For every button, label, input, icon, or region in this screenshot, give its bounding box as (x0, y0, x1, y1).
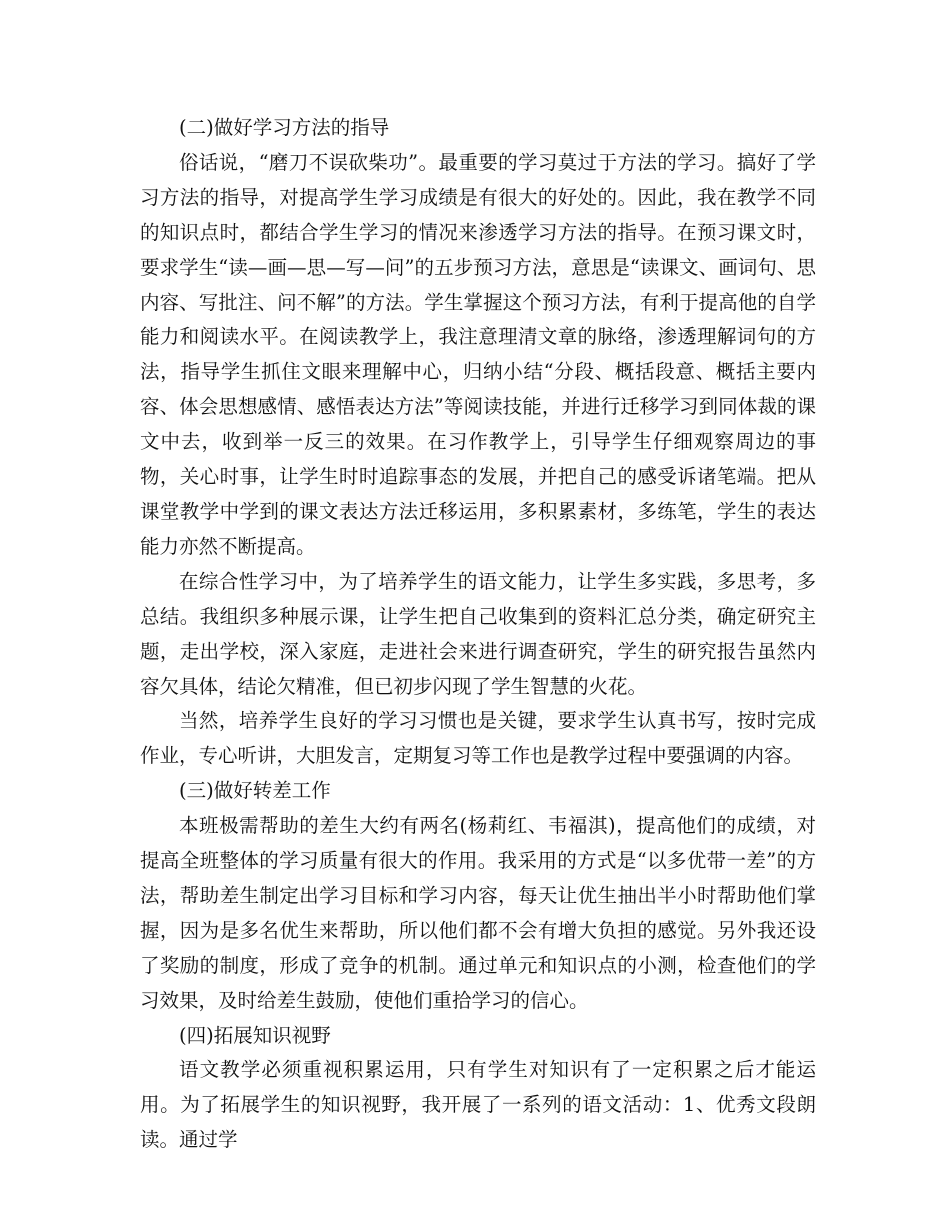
section-heading-methods: (二)做好学习方法的指导 (179, 116, 390, 139)
document-body (140, 111, 816, 1158)
paragraph-study-methods: 俗话说，“磨刀不误砍柴功”。最重要的学习莫过于方法的学习。搞好了学习方法的指导，对提高学生学习成绩是有很大的好处的。因此，我在教学不同的知识点时，都结合学生学习的情况来渗透学习方法的指导。在预习课文时，要求学生“读—画—思—写—问”的五步预习方法，意思是“读课文、画词句、思内容、写批注、问不解”的方法。学生掌握这个预习方法，有利于提高他的自学能力和阅读水平。在阅读教学上，我注意理清文章的脉络，渗透理解词句的方法，指导学生抓住文眼来理解中心，归纳小结“分段、概括段意、概括主要内容、体会思想感情、感悟表达方法”等阅读技能，并进行迁移学习到同体裁的课文中去，收到举一反三的效果。在习作教学上，引导学生仔细观察周边的事物，关心时事，让学生时时追踪事态的发展，并把自己的感受诉诸笔端。把从课堂教学中学到的课文表达方法迁移运用，多积累素材，多练笔，学生的表达能力亦然不断提高。 (140, 150, 816, 558)
section-heading-knowledge-horizon: (四)拓展知识视野 (179, 1023, 331, 1047)
paragraph-comprehensive-learning: 在综合性学习中，为了培养学生的语文能力，让学生多实践，多思考，多总结。我组织多种展示课，让学生把自己收集到的资料汇总分类，确定研究主题，走出学校，深入家庭，走进社会来进行调查研究，学生的研究报告虽然内容欠具体，结论欠精准，但已初步闪现了学生智慧的火花。 (140, 569, 816, 698)
section-heading-helping-students: (三)做好转差工作 (179, 779, 331, 803)
paragraph-study-habits: 当然，培养学生良好的学习习惯也是关键，要求学生认真书写，按时完成作业，专心听讲，大胆发言，定期复习等工作也是教学过程中要强调的内容。 (140, 709, 816, 768)
paragraph-helping-students: 本班极需帮助的差生大约有两名(杨莉红、韦福淇)，提高他们的成绩，对提高全班整体的学习质量有很大的作用。我采用的方式是“以多优带一差”的方法，帮助差生制定出学习目标和学习内容，每天让优生抽出半小时帮助他们掌握，因为是多名优生来帮助，所以他们都不会有增大负担的感觉。另外我还设了奖励的制度，形成了竞争的机制。通过单元和知识点的小测，检查他们的学习效果，及时给差生鼓励，使他们重拾学习的信心。 (140, 814, 816, 1012)
paragraph-knowledge-horizon: 语文教学必须重视积累运用，只有学生对知识有了一定积累之后才能运用。为了拓展学生的知识视野，我开展了一系列的语文活动：1、优秀文段朗读。通过学 (140, 1058, 816, 1152)
